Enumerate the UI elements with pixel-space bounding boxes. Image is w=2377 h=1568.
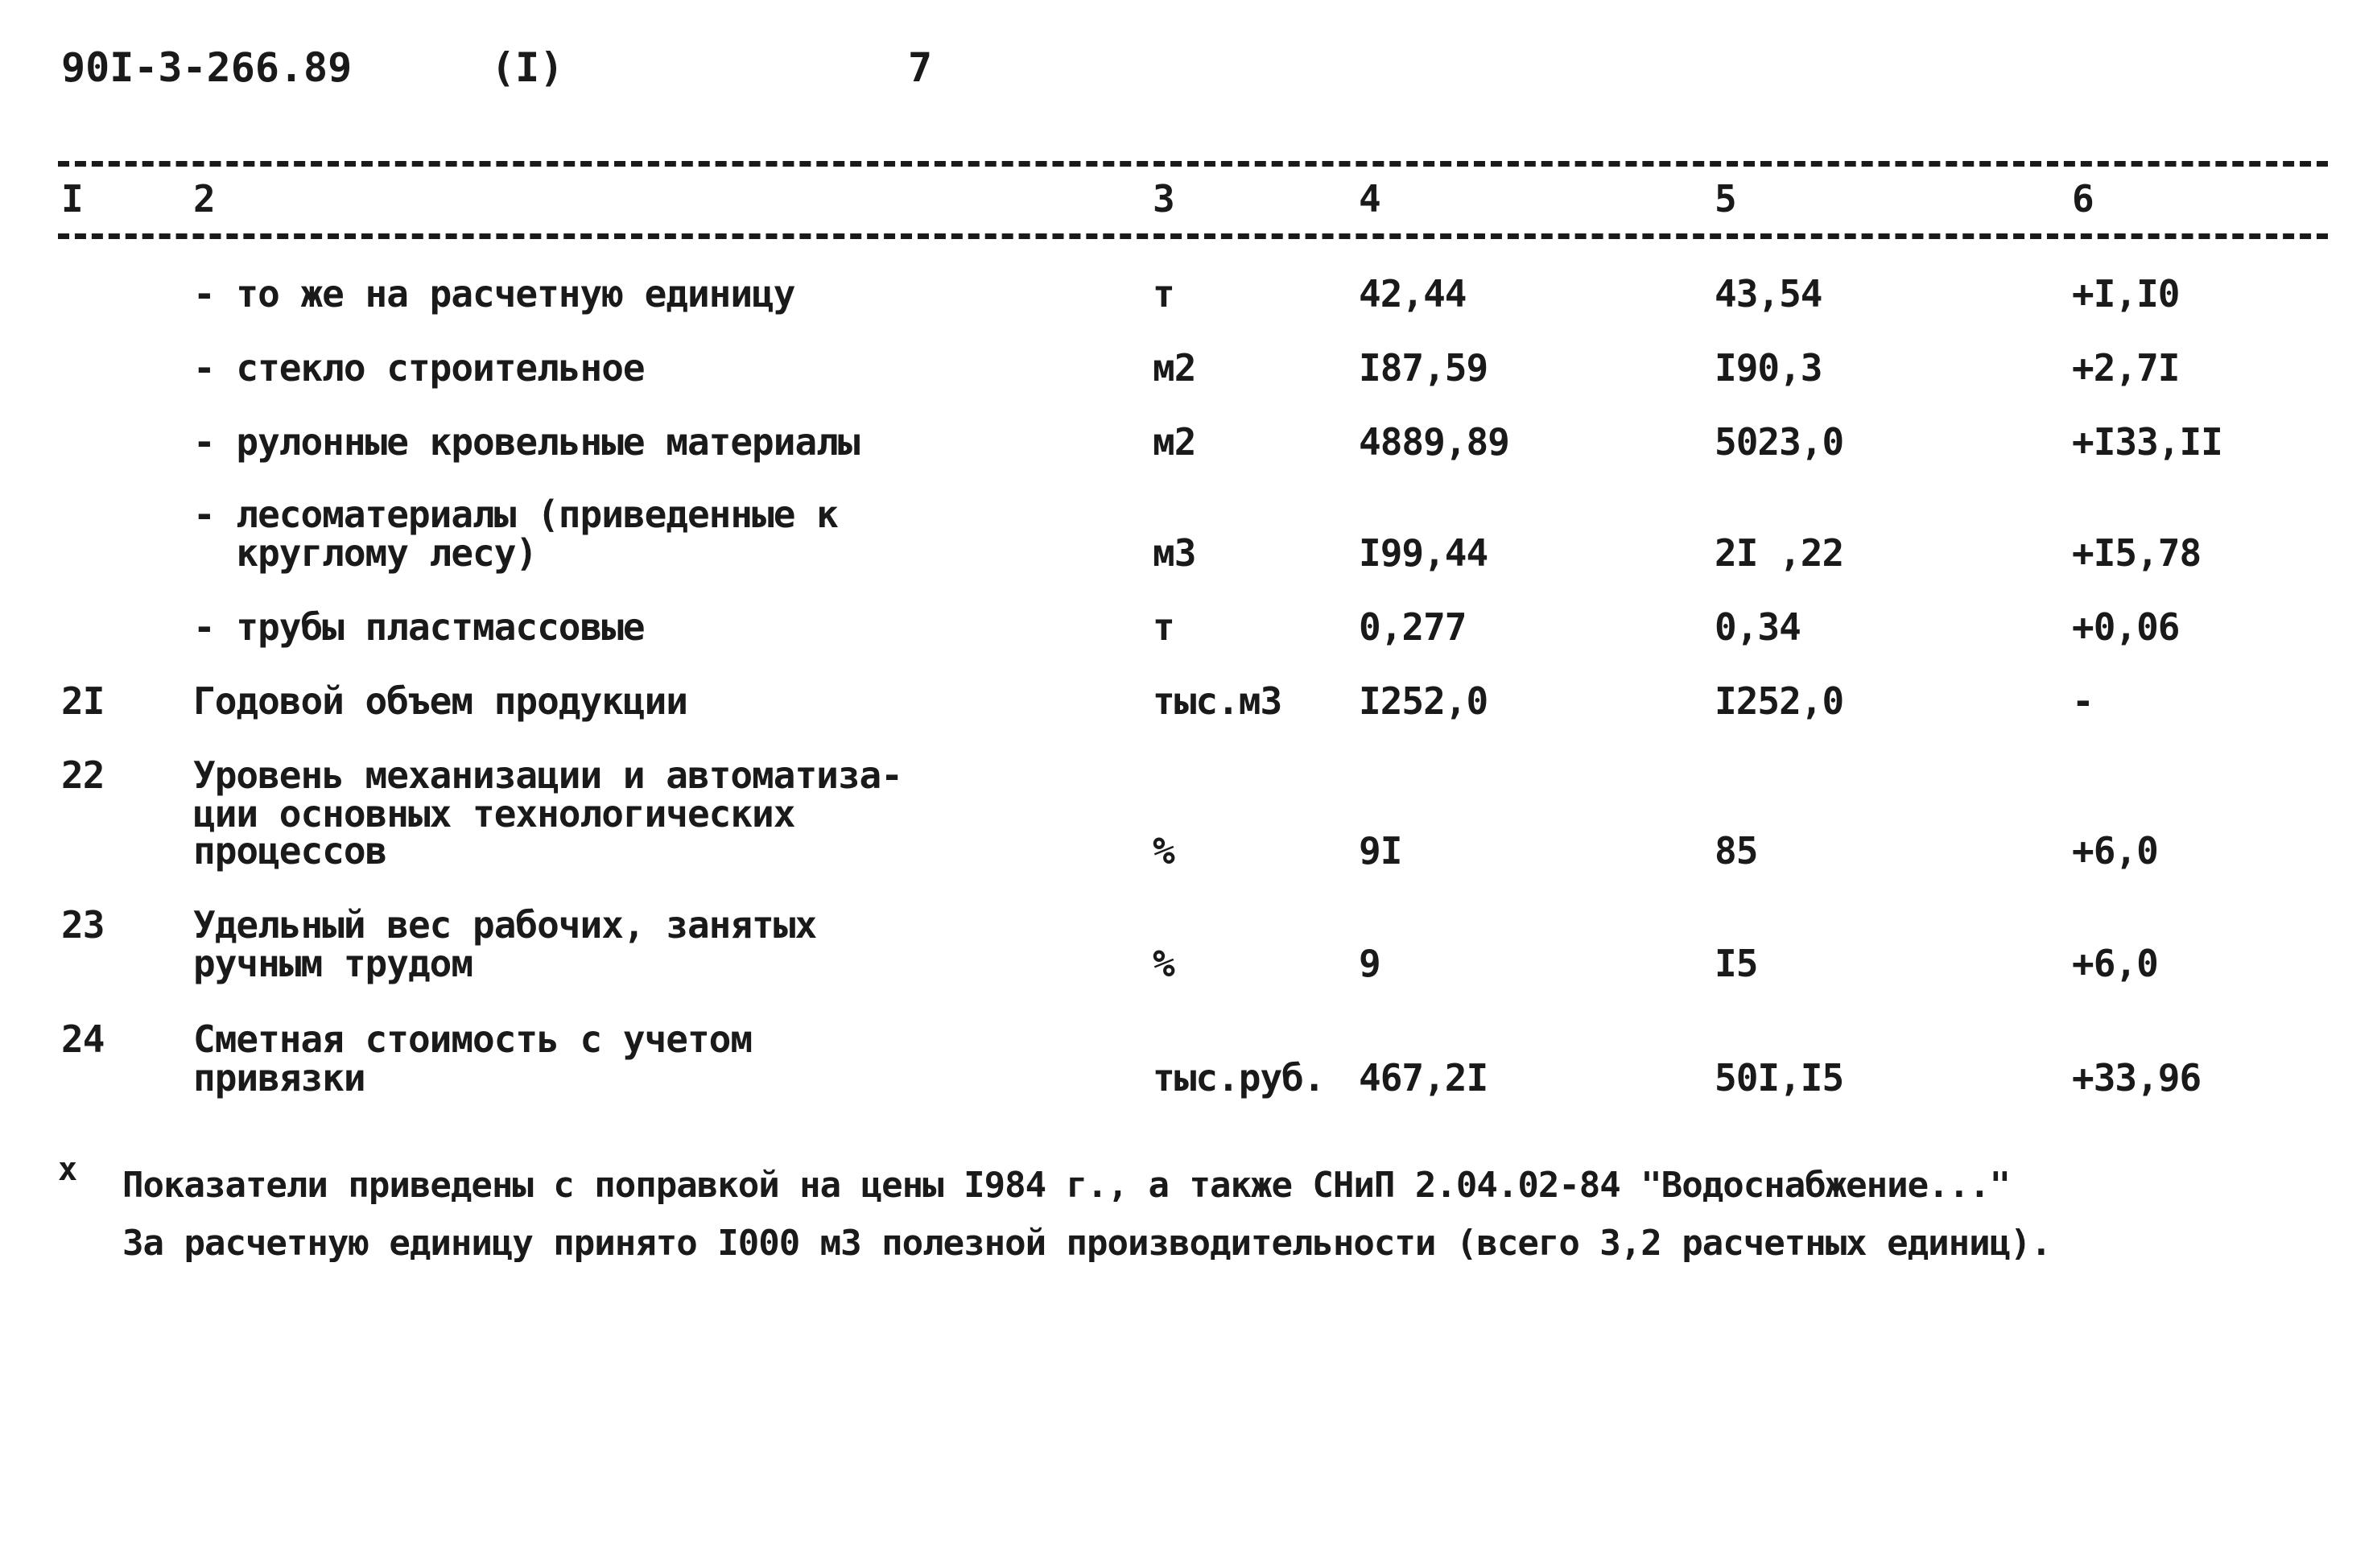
row-unit: %: [1153, 829, 1174, 873]
row-value-difference: -: [2072, 679, 2094, 723]
footnote-line-1: Показатели приведены с поправкой на цены I984 г., а также СНиП 2.04.02-84 "Водоснабжение...": [122, 1165, 2011, 1206]
row-value-project: I252,0: [1359, 679, 1488, 723]
row-name-line: Уровень механизации и автоматиза-: [193, 753, 902, 797]
row-value-analog: 2I ,22: [1715, 531, 1844, 575]
row-value-difference: +2,7I: [2072, 346, 2180, 390]
row-value-difference: +6,0: [2072, 829, 2158, 873]
row-unit: тыс.руб.: [1153, 1056, 1325, 1100]
row-number: 2I: [61, 679, 105, 723]
row-name-line: привязки: [193, 1056, 365, 1100]
row-value-difference: +I5,78: [2072, 531, 2202, 575]
row-unit: м2: [1153, 420, 1196, 464]
row-value-project: I99,44: [1359, 531, 1488, 575]
row-unit: тыс.м3: [1153, 679, 1282, 723]
row-value-analog: I90,3: [1715, 346, 1822, 390]
row-value-analog: 5023,0: [1715, 420, 1844, 464]
column-header-6: 6: [2072, 177, 2094, 221]
row-value-analog: 0,34: [1715, 605, 1801, 649]
column-header-3: 3: [1153, 177, 1174, 221]
row-name-line: - лесоматериалы (приведенные к: [193, 493, 838, 536]
row-value-analog: 43,54: [1715, 272, 1822, 316]
row-value-analog: 50I,I5: [1715, 1056, 1844, 1100]
row-value-difference: +I,I0: [2072, 272, 2180, 316]
row-number: 22: [61, 753, 105, 797]
footnote-mark: х: [58, 1151, 78, 1188]
column-header-5: 5: [1715, 177, 1736, 221]
row-name-line: ручным трудом: [193, 942, 473, 985]
row-number: 23: [61, 903, 105, 947]
row-name: - рулонные кровельные материалы: [193, 420, 860, 464]
row-value-difference: +0,06: [2072, 605, 2180, 649]
column-header-2: 2: [193, 177, 215, 221]
row-name-line: ции основных технологических: [193, 792, 795, 836]
row-value-analog: I252,0: [1715, 679, 1844, 723]
table-header-rule: [58, 233, 2328, 239]
column-header-1: I: [61, 177, 83, 221]
row-name: - то же на расчетную единицу: [193, 272, 795, 316]
row-unit: м3: [1153, 531, 1196, 575]
row-unit: т: [1153, 605, 1174, 649]
row-name-line: Сметная стоимость с учетом: [193, 1017, 753, 1061]
row-value-difference: +6,0: [2072, 942, 2158, 985]
column-header-4: 4: [1359, 177, 1380, 221]
document-part: (I): [491, 44, 564, 91]
row-value-project: 9I: [1359, 829, 1402, 873]
row-value-project: 0,277: [1359, 605, 1467, 649]
row-value-analog: I5: [1715, 942, 1758, 985]
row-value-difference: +33,96: [2072, 1056, 2202, 1100]
document-code: 90I-3-266.89: [61, 44, 353, 91]
page-number: 7: [908, 44, 933, 91]
row-unit: %: [1153, 942, 1174, 985]
row-unit: т: [1153, 272, 1174, 316]
row-value-project: 467,2I: [1359, 1056, 1488, 1100]
row-name-line: круглому лесу): [193, 531, 538, 575]
row-value-difference: +I33,II: [2072, 420, 2222, 464]
row-name-line: Удельный вес рабочих, занятых: [193, 903, 817, 947]
row-value-project: I87,59: [1359, 346, 1488, 390]
row-value-project: 9: [1359, 942, 1380, 985]
row-number: 24: [61, 1017, 105, 1061]
table-top-rule: [58, 161, 2328, 167]
row-name: - трубы пластмассовые: [193, 605, 645, 649]
row-unit: м2: [1153, 346, 1196, 390]
row-name: - стекло строительное: [193, 346, 645, 390]
row-value-analog: 85: [1715, 829, 1758, 873]
footnote-line-2: За расчетную единицу принято I000 м3 полезной производительности (всего 3,2 расчетных единиц).: [122, 1223, 2052, 1264]
row-value-project: 42,44: [1359, 272, 1467, 316]
row-name-line: процессов: [193, 829, 387, 873]
row-name: Годовой объем продукции: [193, 679, 687, 723]
row-value-project: 4889,89: [1359, 420, 1509, 464]
